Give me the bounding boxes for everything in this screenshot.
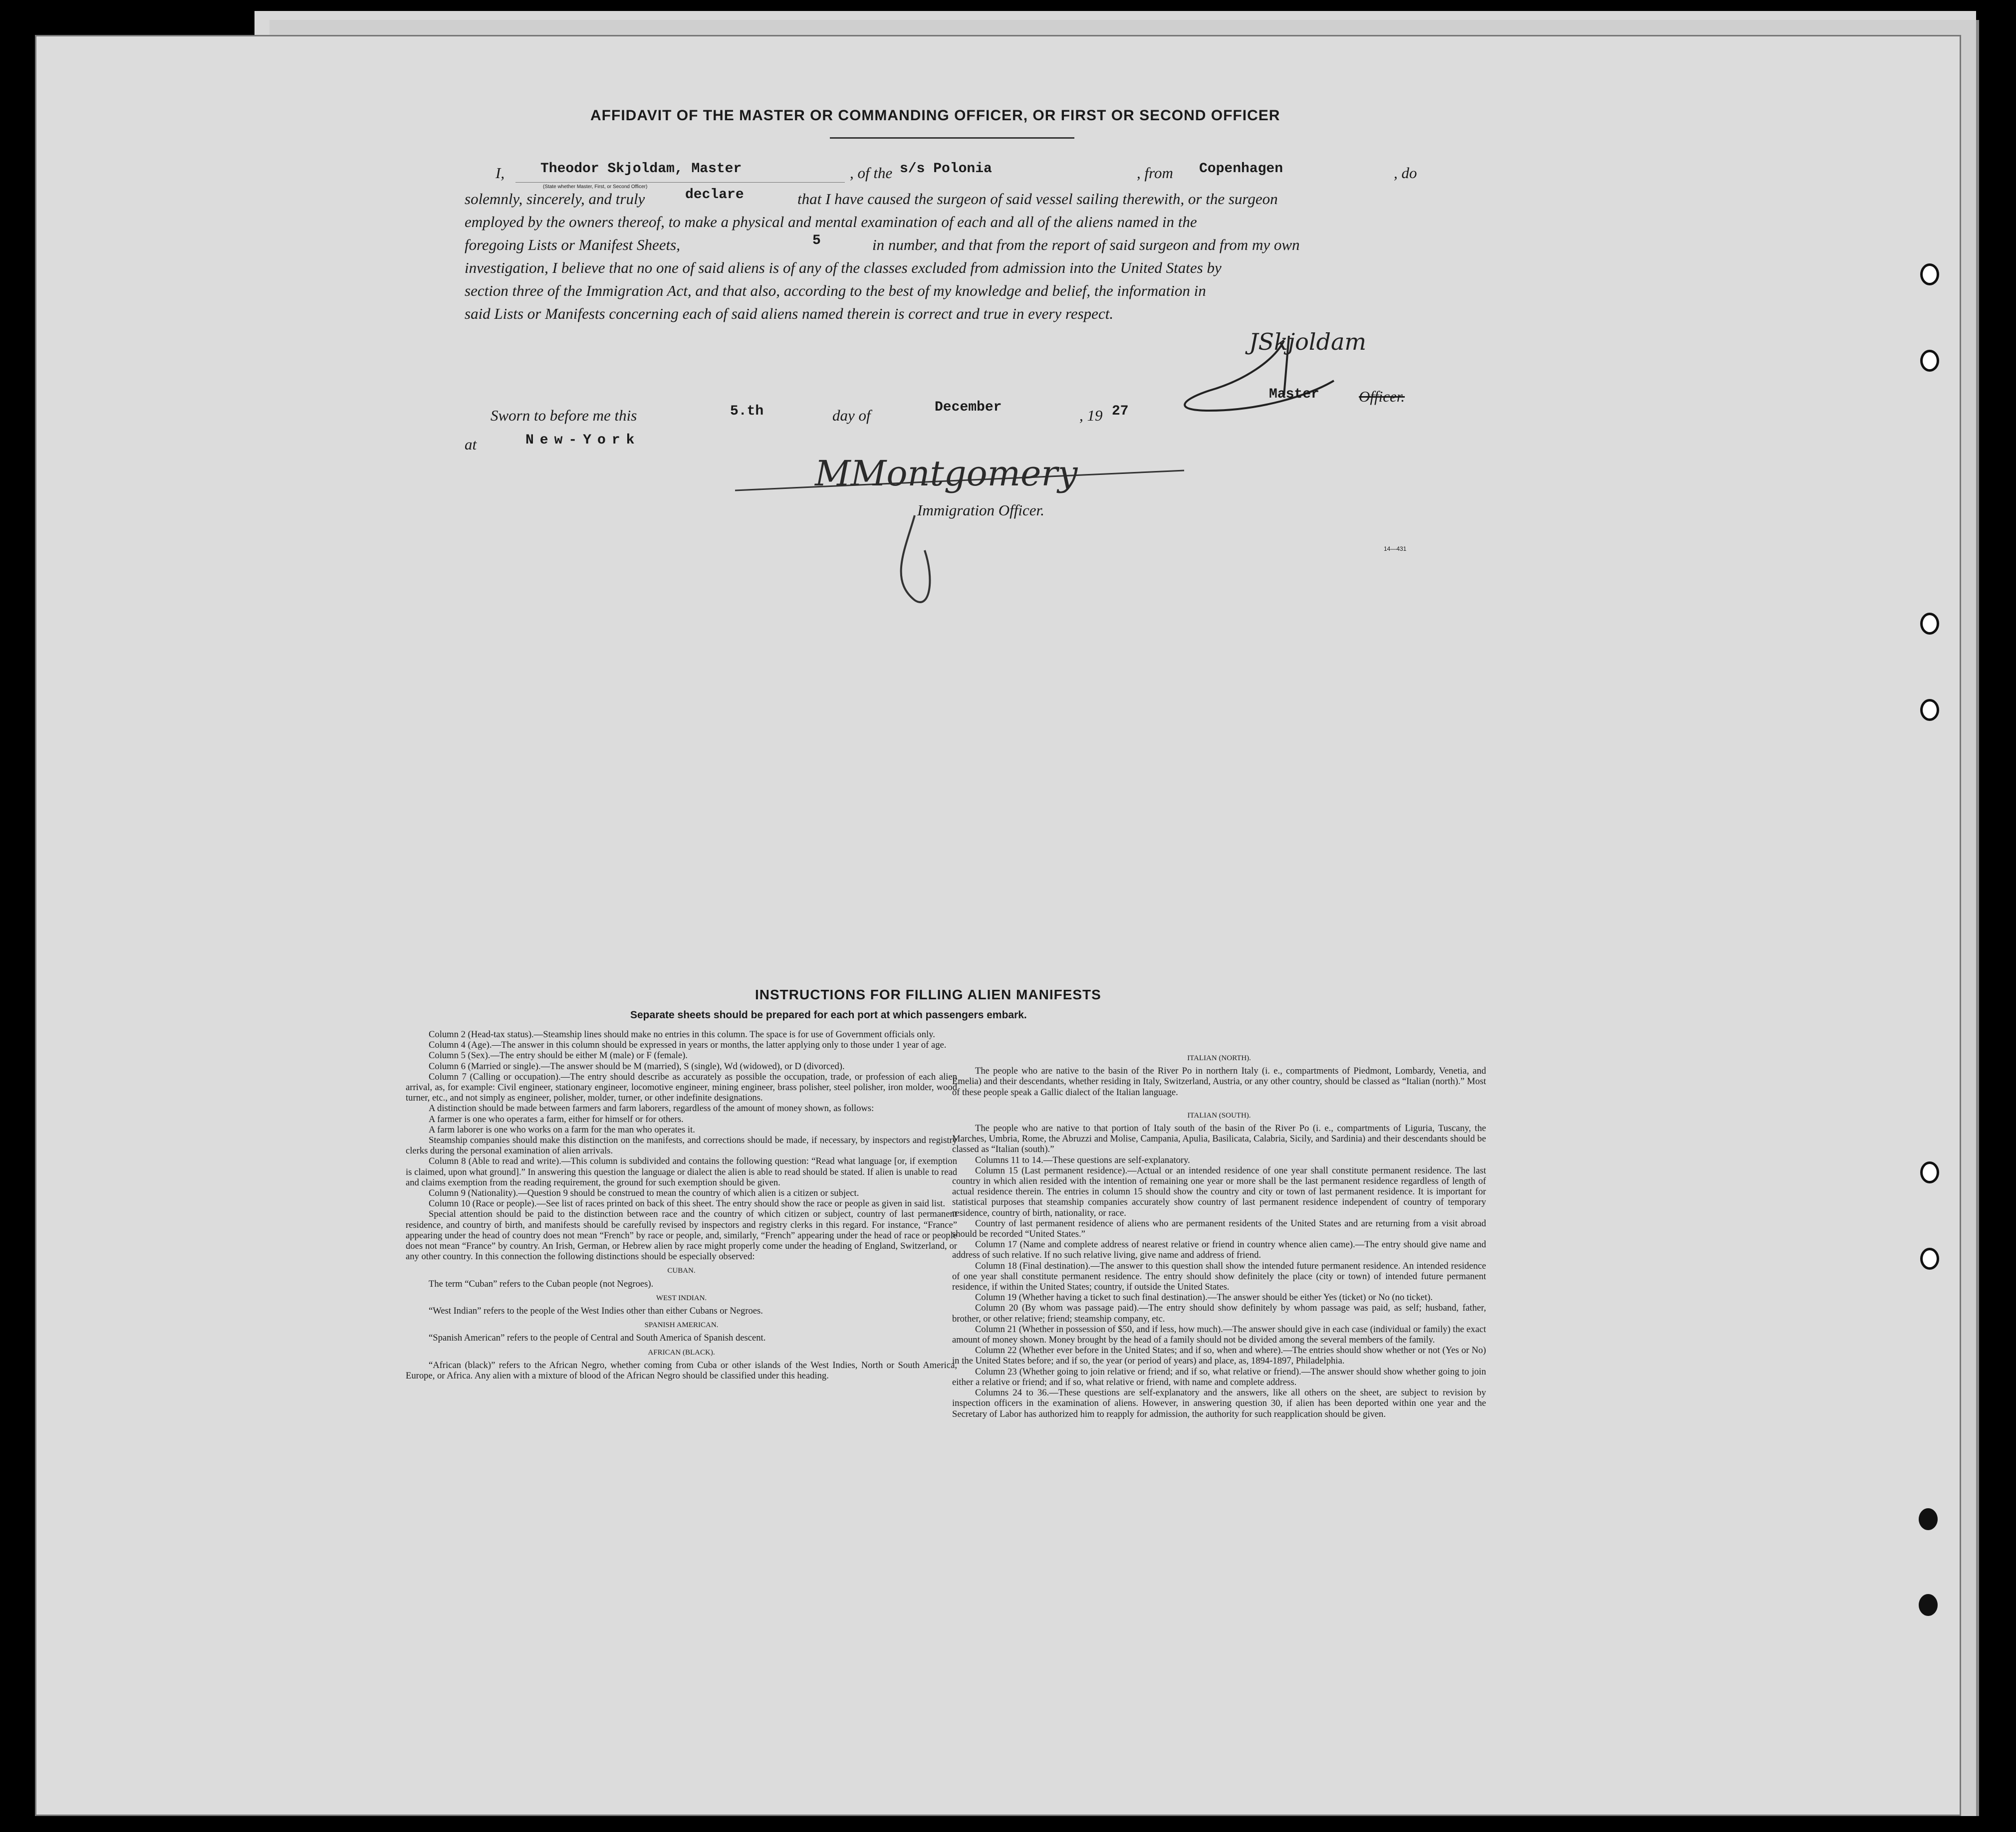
instruction-paragraph: Column 17 (Name and complete address of nearest relative or friend in country whence alien came).—The entry should give name and address of such relative. If no such relative living, give name and address of friend. (952, 1239, 1486, 1261)
form-number: 14—431 (1384, 545, 1407, 552)
sheet-count-field: 5 (812, 233, 821, 248)
punch-hole (1920, 1161, 1939, 1183)
affidavit-line4a: foregoing Lists or Manifest Sheets, (465, 236, 680, 253)
instruction-paragraph: Column 15 (Last permanent residence).—Actual or an intended residence of one year shall constitute permanent residence. The last country in which alien resided with the intention of remaining one year or more shall be the last permanent residence regardless of length of actual residence therein. The entries in column 15 should show the country and city or town of last permanent residence. It is important for statistical purposes that steamship companies accurately show country of last permanent residence independent of country of temporary residence, country of birth, nationality, or race. (952, 1165, 1486, 1218)
punch-hole (1919, 1594, 1938, 1616)
officer-signature: MMontgomery (815, 453, 1078, 494)
section-text: “Spanish American” refers to the people of Central and South America of Spanish descent. (429, 1333, 766, 1344)
year-field: 27 (1112, 404, 1129, 419)
instruction-paragraph: A farm laborer is one who works on a farm for the man who operates it. (429, 1124, 695, 1135)
punch-hole (1919, 1508, 1938, 1530)
title-rule (830, 137, 1074, 139)
instructions-title: INSTRUCTIONS FOR FILLING ALIEN MANIFESTS (755, 987, 1101, 1002)
manifest-page (35, 35, 1961, 1816)
section-heading: ITALIAN (SOUTH). (1187, 1111, 1251, 1120)
punch-hole (1920, 613, 1939, 635)
master-signature: JSkjoldam (1249, 328, 1366, 355)
affidavit-line3: employed by the owners thereof, to make a physical and mental examination of each and all of the aliens named in the (465, 213, 1197, 230)
instruction-paragraph: Column 18 (Final destination).—The answer to this question shall show the intended future permanent residence. An intended residence of one year shall constitute permanent residence. The entry should show definitely the place (city or town) of intended future permanent residence, if within the United States; country, if outside the United States. (952, 1260, 1486, 1293)
instruction-paragraph: Column 22 (Whether ever before in the United States; and if so, when and where).—The entries should show whether or not (Yes or No) in the United States before; and if so, the year (or period of years) and place, as, 1894-1897, Philadelphia. (952, 1345, 1486, 1367)
affidavit-line2a: solemnly, sincerely, and truly (465, 190, 645, 208)
affidavit-line2b: that I have caused the surgeon of said vessel sailing therewith, or the surgeon (797, 190, 1278, 208)
section-text: The people who are native to the basin of the River Po in northern Italy (i. e., compartments of Piedmont, Lombardy, Venetia, and Emelia) and their descendants, whether residing in Italy, Switzerland, Austria, or any other country, should be classed as “Italian (north).” Most of these people speak a Gallic dialect of the Italian language. (952, 1066, 1486, 1098)
punch-hole (1920, 350, 1939, 372)
sworn-day-field: 5.th (730, 404, 764, 419)
section-text: The people who are native to that portion of Italy south of the basin of the River Po (i. e., compartments of Liguria, Tuscany, the Marches, Umbria, Rome, the Abruzzi and Molise, Campania, Apulia, Basilicata, Calabria, Sicily, and Sardinia) and their descendants should be classed as “Italian (south).” (952, 1123, 1486, 1155)
declare-field: declare (685, 187, 744, 203)
master-name-field: Theodor Skjoldam, Master (540, 161, 742, 177)
instructions-left-column (406, 1029, 957, 1381)
punch-hole (1920, 699, 1939, 721)
instructions-right-column (952, 1049, 1486, 1419)
instruction-paragraph: Column 9 (Nationality).—Question 9 should be construed to mean the country of which alien is a citizen or subject. (429, 1188, 859, 1199)
affidavit-title: AFFIDAVIT OF THE MASTER OR COMMANDING OFFICER, OR FIRST OR SECOND OFFICER (590, 107, 1280, 124)
instruction-paragraph: Column 20 (By whom was passage paid).—The entry should show definitely by whom passage was paid, as self; husband, father, brother, or other relative; friend; steamship company, etc. (952, 1303, 1486, 1324)
from-label: , from (1137, 164, 1173, 182)
instruction-paragraph: Column 6 (Married or single).—The answer should be M (married), S (single), Wd (widowed), or D (divorced). (429, 1061, 845, 1072)
sworn-month-field: December (935, 400, 1002, 415)
section-heading: ITALIAN (NORTH). (1187, 1054, 1251, 1062)
vessel-field: s/s Polonia (900, 161, 992, 177)
affidavit-line6: section three of the Immigration Act, and that also, according to the best of my knowledge and belief, the information in (465, 282, 1206, 299)
instruction-paragraph: Column 2 (Head-tax status).—Steamship lines should make no entries in this column. The space is for use of Government officials only. (429, 1029, 935, 1040)
struck-officer: Officer. (1359, 388, 1405, 405)
section-heading: SPANISH AMERICAN. (644, 1321, 719, 1330)
officer-title: Immigration Officer. (917, 501, 1044, 519)
instruction-paragraph: Country of last permanent residence of aliens who are permanent residents of the United States and are returning from a visit abroad should be recorded “United States.” (952, 1218, 1486, 1240)
instruction-paragraph: Steamship companies should make this distinction on the manifests, and corrections should be made, if necessary, by inspectors and registry clerks during the personal examination of alien arrivals. (406, 1135, 957, 1156)
section-text: The term “Cuban” refers to the Cuban people (not Negroes). (429, 1278, 654, 1289)
sworn-place-field: New-York (525, 433, 641, 448)
instruction-paragraph: Column 10 (Race or people).—See list of races printed on back of this sheet. The entry should show the race or people as given in said list. (429, 1198, 945, 1209)
affidavit-line4b: in number, and that from the report of said surgeon and from my own (872, 236, 1300, 253)
name-line (515, 182, 845, 183)
instruction-paragraph: A farmer is one who operates a farm, either for himself or for others. (429, 1114, 684, 1125)
affidavit-line5: investigation, I believe that no one of said aliens is of any of the classes excluded from admission into the United States by (465, 259, 1222, 276)
section-heading: AFRICAN (BLACK). (648, 1348, 715, 1357)
of-the-label: , of the (850, 164, 893, 182)
master-title: Master (1269, 387, 1319, 402)
section-text: “African (black)” refers to the African Negro, whether coming from Cuba or other islands of the West Indies, North or South America, Europe, or Africa. Any alien with a mixture of blood of the African Negro should be classified under this heading. (406, 1360, 957, 1381)
instruction-paragraph: Special attention should be paid to the distinction between race and the country of which citizen or subject, country of last permanent residence, and country of birth, and manifests should be carefully revised by inspectors and registry clerks in this regard. For instance, “France” appearing under the head of country does not mean “French” by race or people, and, similarly, “French” appearing under the head of race or people does not mean “France” by country. An Irish, German, or Hebrew alien by race might properly come under the heading of England, Switzerland, or any other country. In this connection the following distinctions should be especially observed: (406, 1209, 957, 1262)
instruction-paragraph: Columns 24 to 36.—These questions are self-explanatory and the answers, like all others on the sheet, are subject to revision by inspection officers in the examination of aliens. However, in answering question 30, if alien has been deported within one year and the Secretary of Labor has authorized him to reapply for admission, the authority for such reapplication should be given. (952, 1387, 1486, 1419)
section-heading: CUBAN. (667, 1267, 696, 1275)
instruction-paragraph: Column 19 (Whether having a ticket to such final destination).—The answer should be either Yes (ticket) or No (no ticket). (975, 1292, 1433, 1303)
port-field: Copenhagen (1199, 161, 1283, 177)
punch-hole (1920, 263, 1939, 285)
at-label: at (465, 436, 477, 453)
instruction-paragraph: A distinction should be made between farmers and farm laborers, regardless of the amount of money shown, as follows: (429, 1103, 874, 1114)
do-label: , do (1394, 164, 1417, 182)
instruction-paragraph: Column 8 (Able to read and write).—This column is subdivided and contains the following question: “Read what language [or, if exemption is claimed, upon what ground].” In answering this question the language or dialect the alien is able to read should be stated. If alien is unable to read and claims exemption from the reading requirement, the ground for such exemption should be given. (406, 1156, 957, 1188)
sworn-text: Sworn to before me this (491, 407, 637, 424)
instruction-paragraph: Column 4 (Age).—The answer in this column should be expressed in years or months, the latter applying only to those under 1 year of age. (429, 1040, 947, 1051)
instruction-paragraph: Column 5 (Sex).—The entry should be either M (male) or F (female). (429, 1050, 688, 1061)
year-prefix: , 19 (1079, 407, 1103, 424)
punch-hole (1920, 1248, 1939, 1270)
section-text: “West Indian” refers to the people of the West Indies other than either Cubans or Negroes. (429, 1306, 763, 1317)
instructions-subtitle: Separate sheets should be prepared for each port at which passengers embark. (630, 1009, 1027, 1021)
prefix-i: I, (496, 164, 505, 182)
instruction-paragraph: Columns 11 to 14.—These questions are self-explanatory. (975, 1154, 1190, 1165)
instruction-paragraph: Column 21 (Whether in possession of $50, and if less, how much).—The answer should give in each case (individual or family) the exact amount of money shown. Money brought by the head of a family should not be divided among the several members of the family. (952, 1324, 1486, 1346)
instruction-paragraph: Column 7 (Calling or occupation).—The entry should describe as accurately as possible the occupation, trade, or profession of each alien arrival, as, for example: Civil engineer, stationary engineer, locomotive engineer, mining engineer, brass polisher, steel polisher, iron molder, wood turner, etc., and not simply as engineer, polisher, molder, turner, or other indefinite designations. (406, 1071, 957, 1104)
affidavit-line7: said Lists or Manifests concerning each of said aliens named therein is correct and true in every respect. (465, 305, 1114, 322)
day-of-label: day of (832, 407, 871, 424)
instruction-paragraph: Column 23 (Whether going to join relative or friend; and if so, what relative or friend).—The answer should show whether going to join either a relative or friend; and if so, what relative or friend, with name and complete address. (952, 1366, 1486, 1387)
name-hint: (State whether Master, First, or Second Officer) (543, 184, 648, 190)
section-heading: WEST INDIAN. (656, 1294, 707, 1302)
